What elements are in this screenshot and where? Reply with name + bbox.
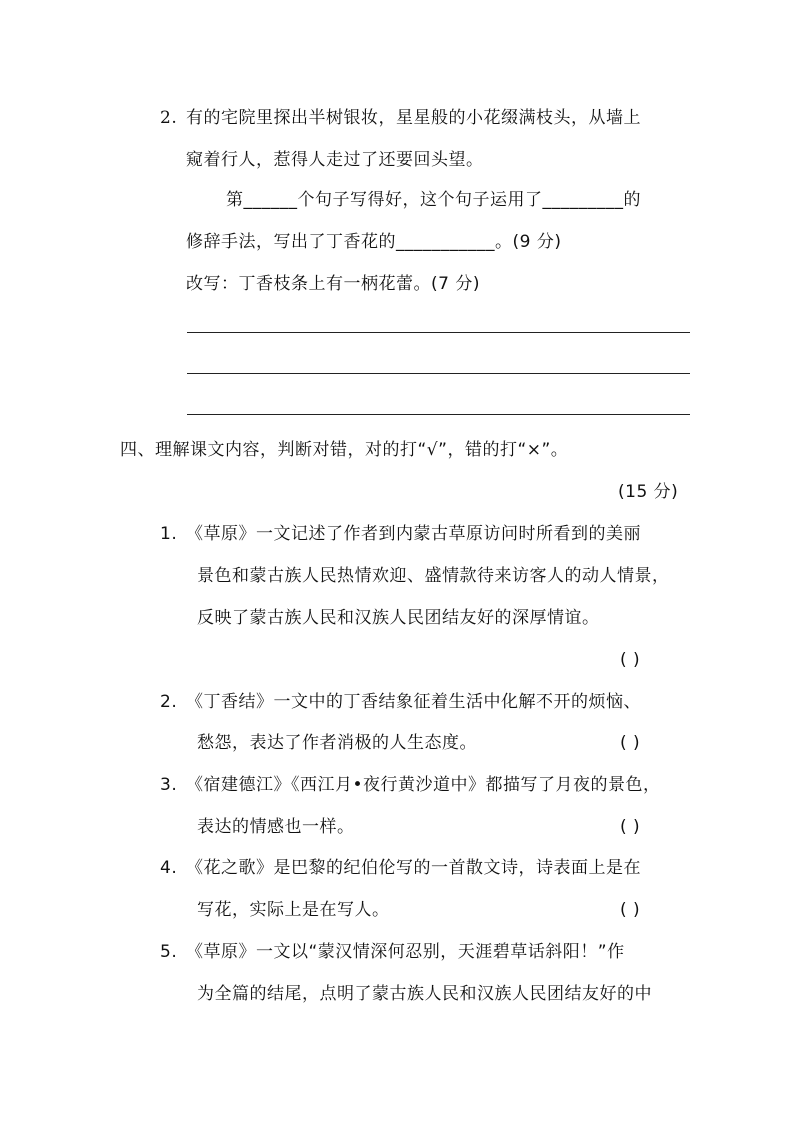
item-4-line2: 写花，实际上是在写人。 xyxy=(197,900,390,920)
answer-line-3[interactable] xyxy=(187,414,690,415)
fill-in-line2: 修辞手法，写出了丁香花的___________。(9 分) xyxy=(186,232,562,252)
item-2-answer-paren[interactable]: ( ) xyxy=(620,733,641,753)
section4-score: (15 分) xyxy=(618,482,679,502)
item-3-answer-paren[interactable]: ( ) xyxy=(620,817,641,837)
item-2-line2: 愁怨，表达了作者消极的人生态度。 xyxy=(197,733,477,753)
answer-line-2[interactable] xyxy=(187,373,690,374)
item-1-number: 1. xyxy=(160,524,178,544)
item-1-line2: 景色和蒙古族人民热情欢迎、盛情款待来访客人的动人情景， xyxy=(197,566,670,586)
answer-line-1[interactable] xyxy=(187,332,690,333)
item-1-line3: 反映了蒙古族人民和汉族人民团结友好的深厚情谊。 xyxy=(197,608,600,628)
item-3-line2: 表达的情感也一样。 xyxy=(197,817,355,837)
q2-sentence-line1: 有的宅院里探出半树银妆，星星般的小花缀满枝头，从墙上 xyxy=(186,108,641,128)
item-3-line1: 《宿建德江》《西江月•夜行黄沙道中》都描写了月夜的景色， xyxy=(186,775,661,795)
item-1-line1: 《草原》一文记述了作者到内蒙古草原访问时所看到的美丽 xyxy=(186,524,641,544)
item-5-line2: 为全篇的结尾，点明了蒙古族人民和汉族人民团结友好的中 xyxy=(197,984,652,1004)
item-3-number: 3. xyxy=(160,775,178,795)
item-2-line1: 《丁香结》一文中的丁香结象征着生活中化解不开的烦恼、 xyxy=(186,692,641,712)
item-5-line1: 《草原》一文以“蒙汉情深何忍别，天涯碧草话斜阳！”作 xyxy=(186,942,625,962)
item-4-answer-paren[interactable]: ( ) xyxy=(620,900,641,920)
item-1-answer-paren[interactable]: ( ) xyxy=(620,650,641,670)
fill-in-line1: 第______个句子写得好，这个句子运用了_________的 xyxy=(226,190,641,210)
section4-heading: 四、理解课文内容，判断对错，对的打“√”，错的打“×”。 xyxy=(120,440,569,460)
rewrite-prompt: 改写：丁香枝条上有一柄花蕾。(7 分) xyxy=(186,274,480,294)
item-2-number: 2. xyxy=(160,692,178,712)
item-4-line1: 《花之歌》是巴黎的纪伯伦写的一首散文诗，诗表面上是在 xyxy=(186,858,641,878)
q2-number: 2. xyxy=(160,108,178,128)
item-4-number: 4. xyxy=(160,858,178,878)
item-5-number: 5. xyxy=(160,942,178,962)
q2-sentence-line2: 窥着行人，惹得人走过了还要回头望。 xyxy=(186,150,484,170)
